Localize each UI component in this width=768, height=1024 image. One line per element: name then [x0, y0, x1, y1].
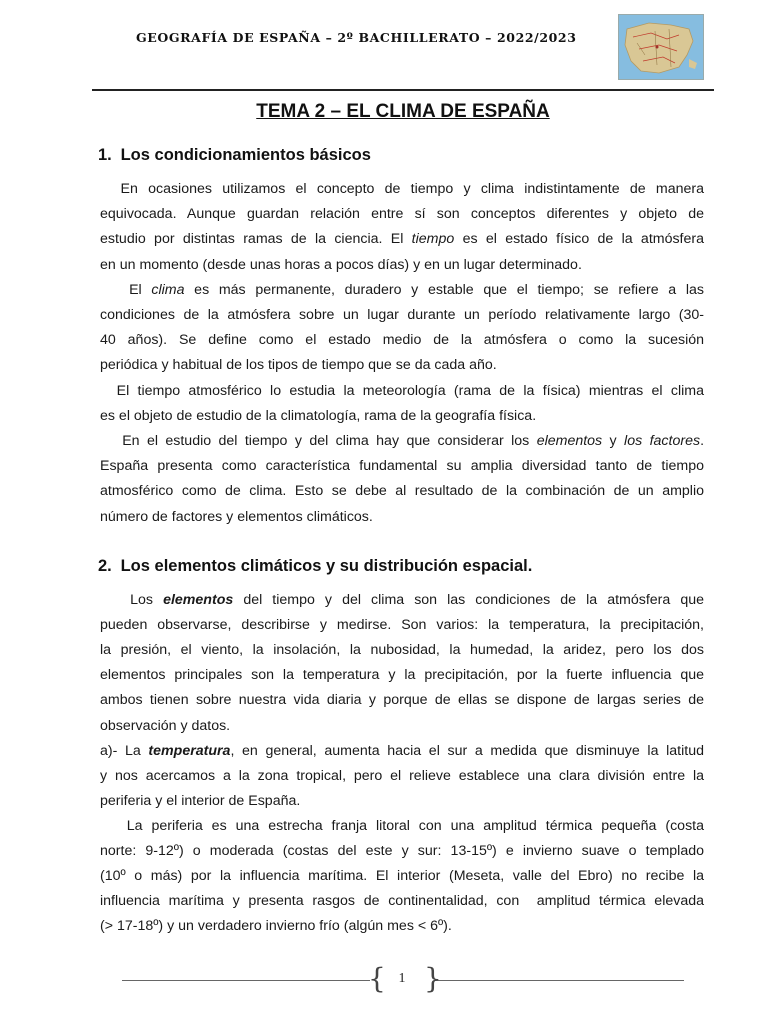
section-title: Los elementos climáticos y su distribución espacial.: [120, 557, 533, 575]
text-line: [100, 229, 704, 249]
text-line: [100, 179, 704, 199]
text-line: [100, 406, 704, 426]
text-line: [100, 766, 704, 786]
text-run: En el estudio del tiempo y del clima hay que considerar los: [100, 433, 537, 449]
text-run: norte: 9-12º) o moderada (costas del este y sur: 13-15º) e invierno suave o templado: [100, 843, 704, 859]
text-line: [100, 841, 704, 861]
text-run: (10º o más) por la influencia marítima. El interior (Meseta, valle del Ebro) no recibe la: [100, 868, 704, 885]
text-run: (> 17-18º) y un verdadero invierno frío (algún mes < 6º).: [100, 918, 452, 935]
text-line: [100, 305, 704, 325]
text-run: ambos tienen sobre nuestra vida diaria y porque de ellas se dispone de largas series de: [100, 692, 704, 709]
header-divider: [92, 89, 714, 91]
section-heading: [98, 146, 371, 165]
text-line: [100, 791, 704, 811]
text-line: [100, 640, 704, 660]
text-line: [100, 481, 704, 501]
iberian-map-icon: [619, 15, 703, 79]
footer-bracket-right: }: [424, 962, 442, 995]
text-run: España presenta como característica fundamental su amplia diversidad tanto de tiempo: [100, 458, 704, 475]
emphasis-text: clima: [151, 281, 185, 298]
emphasis-text: los factores: [624, 433, 701, 449]
text-run: El: [100, 281, 152, 298]
text-run: la presión, el viento, la insolación, la nubosidad, la humedad, la aridez, pero los dos: [100, 642, 704, 659]
text-line: [100, 330, 704, 350]
text-line: [100, 665, 704, 685]
text-run: periferia y el interior de España.: [100, 792, 301, 809]
text-line: [100, 716, 704, 736]
text-run: .: [700, 433, 705, 449]
text-run: estudio por distintas ramas de la ciencia. El: [100, 231, 412, 248]
header-title: GEOGRAFÍA DE ESPAÑA – 2º BACHILLERATO – 2022/2023: [136, 30, 577, 45]
text-run: a)- La: [100, 742, 149, 759]
text-run: número de factores y elementos climáticos.: [100, 508, 373, 525]
text-line: [100, 615, 704, 635]
text-run: equivocada. Aunque guardan relación entre sí son conceptos diferentes y objeto de: [100, 206, 704, 223]
text-line: [100, 690, 704, 710]
page-number: 1: [398, 971, 406, 986]
section-title: Los condicionamientos básicos: [120, 146, 371, 164]
emphasis-text: tiempo: [411, 231, 455, 248]
text-run: Los: [100, 592, 164, 608]
text-line: [100, 255, 704, 275]
text-run: influencia marítima y presenta rasgos de continentalidad, con amplitud térmica elevada: [100, 893, 704, 910]
text-line: [100, 381, 704, 401]
text-run: El tiempo atmosférico lo estudia la meteorología (rama de la física) mientras el clima: [100, 382, 704, 399]
text-run: y nos acercamos a la zona tropical, pero el relieve establece una clara división entre la: [100, 767, 704, 784]
text-line: [100, 456, 704, 476]
emphasis-text: elementos: [536, 433, 603, 449]
text-run: , en general, aumenta hacia el sur a medida que disminuye la latitud: [230, 742, 704, 759]
text-line: [100, 507, 704, 527]
text-run: 40 años). Se define como el estado medio de la atmósfera o como la sucesión: [100, 332, 704, 349]
text-line: [100, 280, 704, 300]
text-line: [100, 590, 704, 610]
text-run: condiciones de la atmósfera sobre un lugar durante un período relativamente largo (30-: [100, 307, 704, 323]
text-run: La periferia es una estrecha franja litoral con una amplitud térmica pequeña (costa: [100, 817, 704, 834]
footer-bracket-left: {: [368, 962, 386, 995]
text-line: [100, 891, 704, 911]
text-run: periódica y habitual de los tipos de tiempo que se da cada año.: [100, 357, 497, 374]
section-heading: [98, 557, 532, 576]
text-line: [100, 355, 704, 375]
text-run: es el objeto de estudio de la climatología, rama de la geografía física.: [100, 407, 537, 424]
text-line: [100, 741, 704, 761]
text-run: es más permanente, duradero y estable que el tiempo; se refiere a las: [184, 281, 704, 298]
text-line: [100, 866, 704, 886]
section-number: 1.: [98, 146, 112, 164]
text-run: del tiempo y del clima son las condiciones de la atmósfera que: [233, 592, 704, 608]
text-run: elementos principales son la temperatura y la precipitación, por la fuerte influencia que: [100, 667, 704, 684]
emphasis-text: temperatura: [148, 742, 231, 759]
text-run: en un momento (desde unas horas a pocos días) y en un lugar determinado.: [100, 256, 582, 273]
footer-divider-right: [434, 980, 684, 981]
footer-divider-left: [122, 980, 370, 981]
text-line: [100, 816, 704, 836]
text-run: En ocasiones utilizamos el concepto de tiempo y clima indistintamente de manera: [100, 181, 704, 197]
text-line: [100, 431, 704, 451]
text-run: observación y datos.: [100, 717, 231, 734]
text-run: atmosférico como de clima. Esto se debe al resultado de la combinación de un amplio: [100, 483, 704, 500]
text-run: es el estado físico de la atmósfera: [454, 231, 705, 248]
map-thumbnail-image: [618, 14, 704, 80]
text-run: pueden observarse, describirse y medirse. Son varios: la temperatura, la precipitación,: [100, 617, 704, 634]
text-run: y: [602, 433, 625, 449]
section-number: 2.: [98, 557, 112, 575]
emphasis-text: elementos: [163, 592, 234, 608]
document-title: TEMA 2 – EL CLIMA DE ESPAÑA: [256, 101, 550, 122]
text-line: [100, 916, 704, 936]
text-line: [100, 204, 704, 224]
